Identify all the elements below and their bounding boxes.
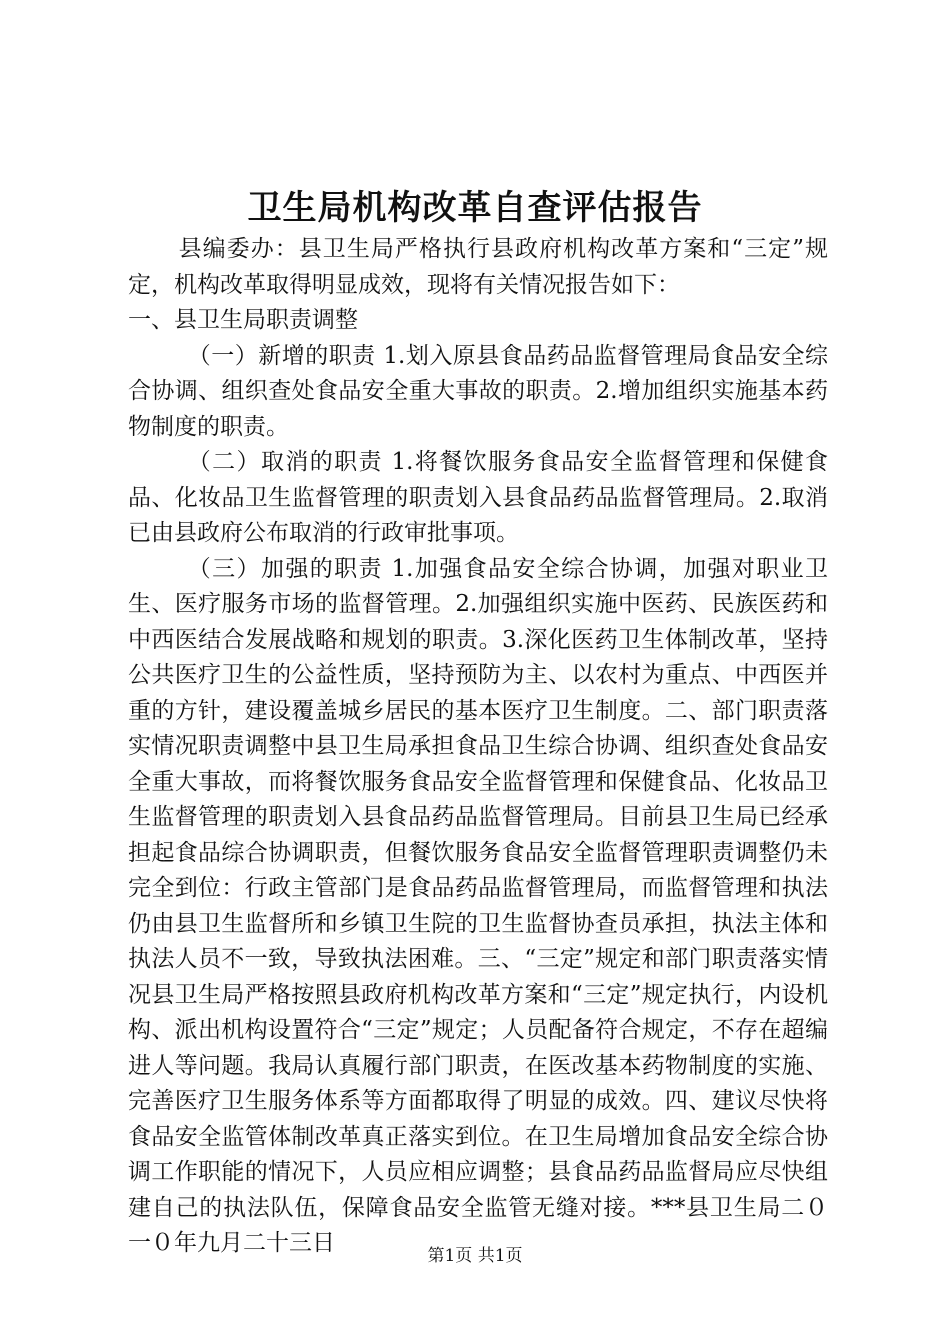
document-body [128,232,828,1262]
paragraph-salutation: 县编委办：县卫生局严格执行县政府机构改革方案和“三定”规定，机构改革取得明显成效，现将有关情况报告如下： [128,236,828,298]
document-title: 卫生局机构改革自查评估报告 [247,188,703,228]
paragraph-new-duties: （一）新增的职责 1.划入原县食品药品监督管理局食品安全综合协调、组织查处食品安全重大事故的职责。2.增加组织实施基本药物制度的职责。 [128,342,828,440]
paragraph-strengthened-duties: （三）加强的职责 1.加强食品安全综合协调，加强对职业卫生、医疗服务市场的监督管理。2.加强组织实施中医药、民族医药和中西医结合发展战略和规划的职责。3.深化医药卫生体制改革，坚持公共医疗卫生的公益性质，坚持预防为主、以农村为重点、中西医并重的方针，建设覆盖城乡居民的基本医疗卫生制度。二、部门职责落实情况职责调整中县卫生局承担食品卫生综合协调、组织查处食品安全重大事故，而将餐饮服务食品安全监督管理和保健食品、化妆品卫生监督管理的职责划入县食品药品监督管理局。目前县卫生局已经承担起食品综合协调职责，但餐饮服务食品安全监督管理职责调整仍未完全到位：行政主管部门是食品药品监督管理局，而监督管理和执法仍由县卫生监督所和乡镇卫生院的卫生监督协查员承担，执法主体和执法人员不一致，导致执法困难。三、“三定”规定和部门职责落实情况县卫生局严格按照县政府机构改革方案和“三定”规定执行，内设机构、派出机构设置符合“三定”规定；人员配备符合规定，不存在超编进人等问题。我局认真履行部门职责，在医改基本药物制度的实施、完善医疗卫生服务体系等方面都取得了明显的成效。四、建议尽快将食品安全监管体制改革真正落实到位。在卫生局增加食品安全综合协调工作职能的情况下，人员应相应调整；县食品药品监督局应尽快组建自己的执法队伍，保障食品安全监管无缝对接。***县卫生局二０一０年九月二十三日 [128,555,828,1256]
paragraph-cancelled-duties: （二）取消的职责 1.将餐饮服务食品安全监督管理和保健食品、化妆品卫生监督管理的职责划入县食品药品监督管理局。2.取消已由县政府公布取消的行政审批事项。 [128,449,828,546]
section-heading-1: 一、县卫生局职责调整 [128,307,358,333]
page-footer: 第1页 共1页 [427,1246,523,1266]
